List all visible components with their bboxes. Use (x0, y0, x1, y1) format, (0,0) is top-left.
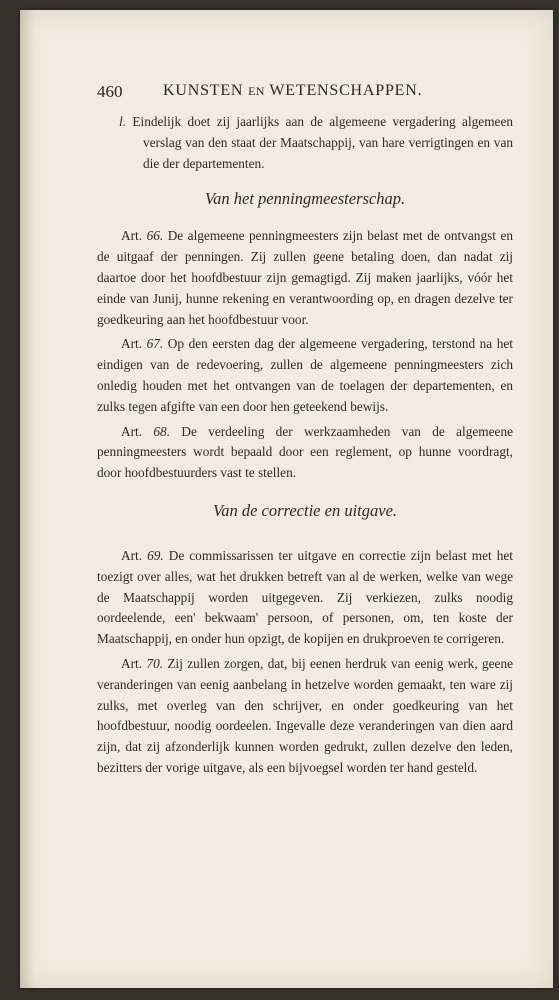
running-title-part1: KUNSTEN (163, 82, 244, 99)
article-text: Zij zullen zorgen, dat, bij eenen herdruk van eenig werk, geene veranderingen van eenig aanbelang in hetzelve worden gemaakt, ten ware zij zulks, met overleg van den schrijver, en onder goedkeuring van het hoofdbestuur, noodig oordeelen. Ingevalle deze veranderingen van dien aard zijn, dat zij afzonderlijk kunnen worden gedrukt, zullen dezelve den leden, bezitters der vorige uitgave, als een bijvoegsel worden ter hand gesteld. (97, 655, 514, 775)
article-label: Art. 67. (121, 336, 164, 352)
running-title (163, 82, 422, 100)
article-number: 68. (153, 423, 171, 439)
article-text: De commissarissen ter uitgave en correctie zijn belast met het toezigt over alles, wat het drukken betreft van al de werken, welke van wege de Maatschappij worden uitgegeven. Zij verkiezen, zulks noodig oordeelende, een' bekwaam' persoon, of personen, om, ten koste der Maatschappij, en onder hun opzigt, de kopijen en drukproeven te corrigeren. (97, 547, 514, 647)
article-number: 69. (147, 547, 164, 563)
running-title-part2: WETENSCHAPPEN. (269, 82, 423, 99)
item-l-paragraph (97, 112, 513, 174)
page-header (97, 80, 443, 104)
article-label: Art. 68. (121, 423, 171, 439)
article-text: Op den eersten dag der algemeene vergadering, terstond na het eindigen van de redevoering, zullen de algemeene penningmeesters zich onledig houden met het ontvangen van de toelagen der departementen, en zulks tegen afgifte van een door hen geteekend bewijs. (97, 336, 513, 414)
section-heading-treasurer: Van het penningmeesterschap. (204, 189, 406, 209)
article-68 (97, 422, 513, 484)
section-heading-correction: Van de correctie en uitgave. (212, 500, 398, 520)
article-label: Art. 66. (121, 228, 164, 244)
item-text: Eindelijk doet zij jaarlijks aan de algemeene vergadering algemeen verslag van den staat der Maatschappij, van hare verrigtingen en van die der departementen. (132, 114, 513, 171)
article-label: Art. 70. (121, 655, 164, 671)
article-label: Art. 69. (121, 547, 164, 563)
article-text: De verdeeling der werkzaamheden van de algemeene penningmeesters wordt bepaald door een reglement, op hunne voordragt, door hoofdbestuurders vast te stellen. (97, 423, 513, 481)
running-title-small: EN (248, 84, 265, 98)
article-70 (97, 654, 513, 779)
page-number: 460 (97, 82, 123, 101)
article-number: 66. (146, 228, 164, 244)
article-number: 67. (146, 336, 164, 352)
article-66 (97, 226, 513, 330)
article-number: 70. (146, 655, 164, 671)
item-mark: l. (119, 114, 127, 129)
article-text: De algemeene penningmeesters zijn belast met de ontvangst en de uitgaaf der penningen. Zij zullen geene betaling doen, dan nadat zij daartoe door het hoofdbestuur zijn gemagtigd. Zij maken jaarlijks, vóór het einde van Junij, hunne rekening en verantwoording op, en dragen dezelve ter goedkeuring aan het hoofdbestuur voor. (97, 228, 514, 327)
article-67 (97, 334, 513, 417)
page-body (97, 112, 513, 783)
article-69 (97, 546, 513, 650)
